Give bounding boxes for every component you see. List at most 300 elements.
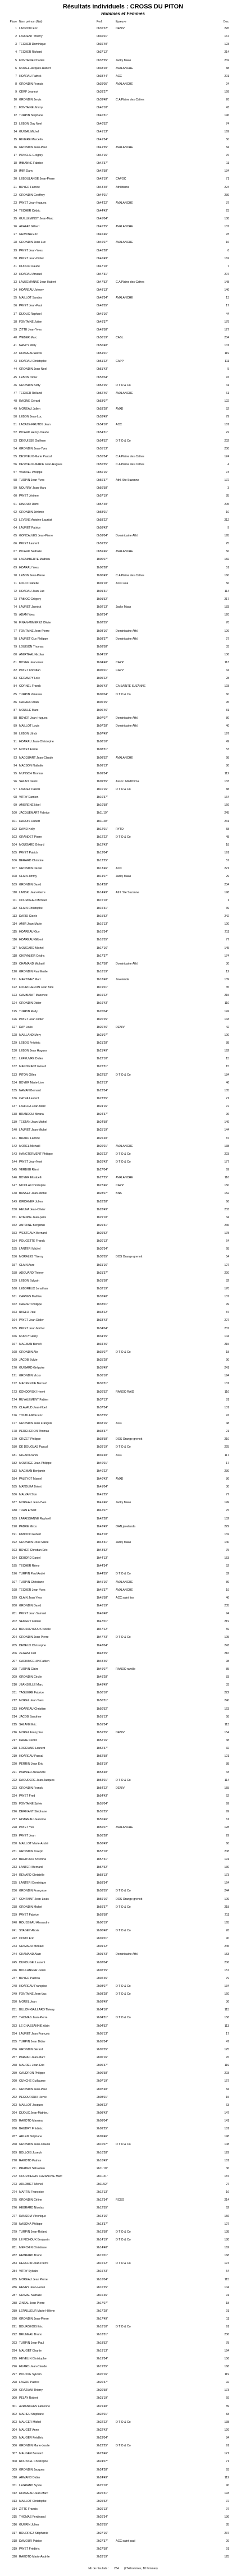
row-place: 287 — [12, 2293, 17, 2297]
row-epreuve: D T O & Co — [116, 1889, 131, 1893]
row-name: HEBRARD Nicolas — [19, 2206, 44, 2210]
table-row — [0, 445, 246, 453]
row-dossard: 79 — [226, 415, 229, 419]
table-row — [0, 1435, 246, 1443]
row-place: 86 — [13, 700, 17, 704]
row-name: HOARAU Christophe — [19, 360, 47, 364]
row-name: GRONDIN Michel — [19, 1905, 42, 1909]
row-perf: 2h03'07" — [97, 1984, 108, 1988]
row-perf: 1h34'46" — [97, 1342, 108, 1346]
table-row — [0, 310, 246, 318]
row-name: CRIZET Philippe — [19, 1438, 41, 1441]
row-place: 105 — [12, 851, 17, 855]
row-place: 73 — [13, 598, 17, 601]
row-name: NICOLAI Christophe — [19, 1184, 46, 1188]
row-epreuve: D T O & Co — [116, 692, 131, 696]
table-row — [0, 1697, 246, 1705]
table-row — [0, 476, 246, 484]
row-place: 211 — [12, 1691, 17, 1695]
row-place: 209 — [12, 1675, 17, 1679]
row-dossard: 47 — [226, 375, 229, 379]
row-name: ARLOBIET Michel — [19, 2183, 43, 2186]
row-perf: 2h13'16" — [97, 2214, 108, 2218]
row-perf: 1h37'13" — [97, 1398, 108, 1402]
row-place: 1 — [15, 27, 17, 30]
row-perf: 1h41'04" — [97, 1485, 108, 1489]
table-row — [0, 357, 246, 365]
row-place: 62 — [13, 510, 17, 514]
table-row — [0, 2212, 246, 2220]
row-name: STAGEY Alexis — [19, 1929, 39, 1932]
table-row — [0, 342, 246, 350]
row-perf: 1h07'49" — [97, 732, 108, 736]
row-epreuve: D T O & Co — [116, 788, 131, 791]
row-name: THOMAS Jean-Pierre — [19, 2016, 48, 2020]
row-place: 127 — [12, 1025, 17, 1029]
row-place: 297 — [12, 2373, 17, 2376]
row-dossard: 21 — [226, 1430, 229, 1434]
row-dossard: 9 — [227, 526, 229, 530]
row-perf: 1h51'34" — [97, 1723, 108, 1726]
row-name: RAKOTO Marie-Andrée — [19, 2555, 50, 2559]
row-place: 56 — [13, 462, 17, 466]
row-name: GRAVINA Eric — [19, 233, 38, 237]
row-dossard: 79 — [226, 1976, 229, 1980]
row-perf: 1h09'13" — [97, 764, 108, 768]
table-row — [0, 1452, 246, 1459]
row-name: AVRANCHES Fabienne — [19, 2404, 50, 2408]
row-dossard: 12 — [226, 970, 229, 974]
table-row — [0, 1277, 246, 1285]
row-place: 186 — [12, 1493, 17, 1497]
table-row — [0, 2466, 246, 2474]
row-perf: 2h09'46" — [97, 2135, 108, 2139]
row-dossard: 157 — [224, 1968, 229, 1972]
row-dossard: 58 — [226, 827, 229, 831]
row-dossard: 149 — [224, 1121, 229, 1124]
table-row — [0, 1769, 246, 1776]
row-name: DAOUDERE Jean Jacques — [19, 1778, 54, 1782]
row-dossard: 11 — [226, 2317, 229, 2321]
row-perf: 1h36'10" — [97, 1374, 108, 1378]
row-place: 104 — [12, 843, 17, 847]
row-dossard: 144 — [224, 1128, 229, 1132]
row-dossard: 191 — [224, 851, 229, 855]
row-perf: 1h10'16" — [97, 788, 108, 791]
row-dossard: 123 — [224, 43, 229, 47]
row-place: 39 — [13, 328, 17, 332]
row-epreuve: C.A Plaine des Cafres — [116, 573, 144, 577]
row-name: GRONDIN Jean-Luc — [19, 241, 46, 245]
row-perf: 2h09'04" — [97, 2119, 108, 2123]
table-row — [0, 151, 246, 159]
table-row — [0, 1959, 246, 1967]
row-place: 283 — [12, 2262, 17, 2266]
row-dossard: 74 — [226, 122, 229, 126]
table-row — [0, 128, 246, 136]
row-perf: 1h49'28" — [97, 1675, 108, 1679]
row-perf: 2h16'25" — [97, 2285, 108, 2289]
row-place: 280 — [12, 2238, 17, 2242]
row-place: 255 — [12, 2040, 17, 2044]
row-dossard: 170 — [224, 1287, 229, 1291]
table-row — [0, 667, 246, 674]
row-place: 195 — [12, 1564, 17, 1568]
table-row — [0, 350, 246, 357]
table-row — [0, 2157, 246, 2165]
table-row — [0, 2505, 246, 2513]
row-place: 198 — [12, 1588, 17, 1592]
row-place: 222 — [12, 1778, 17, 1782]
row-name: GRONDIN Ketty — [19, 383, 40, 387]
table-row — [0, 294, 246, 302]
row-place: 306 — [12, 2444, 17, 2448]
row-name: MAUGER Michel — [19, 2420, 42, 2424]
row-perf: 2h07'19" — [97, 2079, 108, 2083]
row-epreuve: CAPP — [116, 1184, 124, 1188]
row-name: BRUNEAU Bruno — [19, 2333, 42, 2337]
row-dossard: 25 — [226, 542, 229, 546]
table-row — [0, 1103, 246, 1110]
row-name: LAURET Jean-Michel — [19, 1128, 47, 1132]
row-perf: 1h06'25" — [97, 700, 108, 704]
row-place: 123 — [12, 994, 17, 998]
row-name: TURPIN Jean Didier — [19, 2040, 45, 2044]
table-row — [0, 635, 246, 643]
row-dossard: 15 — [226, 1057, 229, 1061]
row-perf: 0h54'52" — [97, 439, 108, 443]
row-perf: 1h54'43" — [97, 1794, 108, 1798]
table-row — [0, 1293, 246, 1301]
row-dossard: 96 — [226, 1113, 229, 1117]
table-row — [0, 1008, 246, 1016]
table-row — [0, 1570, 246, 1578]
row-place: 67 — [13, 550, 17, 554]
row-dossard: 75 — [226, 1549, 229, 1552]
row-place: 174 — [12, 1398, 17, 1402]
row-place: 138 — [12, 1113, 17, 1117]
row-perf: 1h35'28" — [97, 1358, 108, 1362]
table-row — [0, 2497, 246, 2505]
table-row — [0, 1681, 246, 1689]
row-dossard: 205 — [224, 502, 229, 506]
row-perf: 1h53'19" — [97, 1762, 108, 1766]
row-dossard: 54 — [226, 2270, 229, 2274]
row-perf: 0h42'58" — [97, 169, 108, 173]
row-name: PAYET Jean-Didier — [19, 256, 44, 260]
row-epreuve: RANDO RAID — [116, 1390, 134, 1394]
row-dossard: 115 — [224, 2008, 229, 2012]
row-dossard: 59 — [226, 1628, 229, 1632]
row-dossard: 153 — [224, 1556, 229, 1560]
row-name: MAILLOT Jacques — [19, 2103, 43, 2107]
table-row — [0, 730, 246, 738]
row-name: PAYET Frédéric — [19, 2547, 40, 2551]
table-row — [0, 2307, 246, 2315]
row-perf: 1h03'58" — [97, 645, 108, 649]
table-row — [0, 1443, 246, 1451]
table-row — [0, 746, 246, 754]
table-row — [0, 1911, 246, 1919]
row-name: CAUDRON Philippe — [19, 2072, 45, 2076]
row-place: 173 — [12, 1390, 17, 1394]
row-place: 187 — [12, 1501, 17, 1505]
row-perf: 1h32'40" — [97, 1295, 108, 1298]
row-perf: 1h21'49" — [97, 1049, 108, 1053]
row-epreuve: D T O & Co — [116, 2325, 131, 2329]
row-place: 301 — [12, 2404, 17, 2408]
row-dossard: 17 — [226, 1461, 229, 1465]
table-row — [0, 183, 246, 191]
table-row — [0, 1990, 246, 1998]
row-place: 252 — [12, 2016, 17, 2020]
row-perf: 1h49'07" — [97, 1667, 108, 1671]
row-perf: 1h19'01" — [97, 986, 108, 990]
row-perf: 2h11'31" — [97, 2174, 108, 2178]
row-perf: 1h12'01" — [97, 827, 108, 831]
row-dossard: 61 — [226, 1818, 229, 1822]
row-perf: 0h44'01" — [97, 193, 108, 197]
row-name: LEBON Jean-Pierre — [19, 573, 45, 577]
row-perf: 1h21'28" — [97, 1041, 108, 1045]
row-place: 202 — [12, 1620, 17, 1624]
row-perf: 2h14'19" — [97, 2238, 108, 2242]
row-dossard: 91 — [226, 2444, 229, 2448]
row-name: JACOB Sandrine — [19, 1715, 42, 1719]
row-dossard: 60 — [226, 692, 229, 696]
row-epreuve: DENIV — [116, 1786, 125, 1790]
row-epreuve: D T O & Co — [116, 1073, 131, 1077]
row-perf: 0h55'55" — [97, 462, 108, 466]
row-place: 65 — [13, 534, 17, 538]
table-row — [0, 1253, 246, 1261]
row-name: CATPA Laurent — [19, 1096, 39, 1100]
row-dossard: 66 — [226, 1200, 229, 1204]
row-dossard: 33 — [226, 1770, 229, 1774]
row-place: 217 — [12, 1739, 17, 1742]
table-row — [0, 540, 246, 548]
row-dossard: 131 — [224, 1382, 229, 1386]
row-perf: 0h43'40" — [97, 185, 108, 189]
table-row — [0, 1364, 246, 1372]
row-dossard: 60 — [226, 1842, 229, 1845]
row-place: 126 — [12, 1017, 17, 1021]
row-epreuve: Jacky Maas — [116, 1540, 131, 1544]
table-row — [0, 991, 246, 999]
table-row — [0, 1705, 246, 1713]
row-epreuve: Dominicaine Athl. — [116, 637, 139, 641]
table-row — [0, 1665, 246, 1673]
row-place: 224 — [12, 1794, 17, 1798]
table-row — [0, 1602, 246, 1610]
row-perf: 0h39'05" — [97, 82, 108, 86]
row-name: DEGUISSE Guilhem — [19, 439, 46, 443]
row-dossard: 126 — [224, 629, 229, 633]
table-row — [0, 2323, 246, 2331]
row-name: AMSRENE Noel — [19, 803, 40, 807]
row-dossard: 217 — [224, 598, 229, 601]
row-name: LAUZEMANNE Jean-Hubert — [19, 281, 56, 284]
row-place: 59 — [13, 486, 17, 490]
row-dossard: 181 — [224, 423, 229, 427]
row-dossard: 87 — [226, 1136, 229, 1140]
row-place: 236 — [12, 1889, 17, 1893]
row-place: 66 — [13, 542, 17, 546]
row-perf: 1h26'43" — [97, 1160, 108, 1164]
row-name: CHEVALIER Cédric — [19, 954, 45, 958]
table-row — [0, 421, 246, 429]
table-row — [0, 1792, 246, 1800]
table-row — [0, 1586, 246, 1594]
row-place: 170 — [12, 1366, 17, 1370]
row-perf: 2h22'43" — [97, 2428, 108, 2432]
table-row — [0, 984, 246, 991]
table-row — [0, 1531, 246, 1539]
table-row — [0, 2109, 246, 2117]
table-row — [0, 120, 246, 128]
row-place: 189 — [12, 1517, 17, 1521]
row-perf: 2h06'58" — [97, 2072, 108, 2076]
row-perf: 1h25'19" — [97, 1128, 108, 1132]
row-name: GRONDIN Daniel — [19, 867, 42, 871]
row-dossard: 187 — [224, 2174, 229, 2178]
row-dossard: 180 — [224, 2238, 229, 2242]
row-name: SEMERY Fabien — [19, 1620, 42, 1624]
row-perf: 2h08'43" — [97, 2111, 108, 2115]
row-name: ETIENNE Jean-paris — [19, 1215, 47, 1219]
row-dossard: 146 — [224, 288, 229, 292]
row-dossard: 88 — [226, 788, 229, 791]
row-perf: 0h52'04" — [97, 375, 108, 379]
row-epreuve: Jacky Maas — [116, 875, 131, 879]
table-row — [0, 1190, 246, 1197]
row-dossard: 179 — [224, 320, 229, 324]
row-perf: 1h18'40" — [97, 978, 108, 981]
row-place: 137 — [12, 1105, 17, 1108]
row-place: 272 — [12, 2174, 17, 2178]
row-place: 68 — [13, 558, 17, 562]
row-perf: 1h00'28" — [97, 566, 108, 570]
row-dossard: 18 — [226, 843, 229, 847]
row-place: 114 — [12, 922, 17, 926]
row-place: 93 — [13, 756, 17, 760]
row-place: 18 — [13, 162, 17, 166]
row-dossard: 245 — [224, 811, 229, 815]
row-name: DERIVANT Stéphane — [19, 1810, 47, 1814]
row-name: RAKOTO Patrice — [19, 2159, 42, 2162]
row-name: TAGLIERE Fabrice — [19, 1691, 44, 1695]
row-dossard: 86 — [226, 1477, 229, 1481]
table-row — [0, 1301, 246, 1308]
row-perf: 0h47'52" — [97, 281, 108, 284]
row-place: 269 — [12, 2151, 17, 2155]
row-perf: 1h53'40" — [97, 1770, 108, 1774]
table-row — [0, 1650, 246, 1657]
row-name: GRAZIANI Thierry — [19, 2389, 43, 2393]
row-name: FABIOC Grégory — [19, 598, 42, 601]
row-place: 91 — [13, 740, 17, 744]
row-place: 141 — [12, 1136, 17, 1140]
row-place: 276 — [12, 2206, 17, 2210]
table-row — [0, 1095, 246, 1103]
row-name: MARTINEZ Marc — [19, 978, 42, 981]
row-dossard: 160 — [224, 573, 229, 577]
row-epreuve: AVALANCHE — [116, 1580, 133, 1584]
row-name: LAURET Jannick — [19, 605, 42, 609]
row-dossard: 111 — [225, 360, 229, 364]
table-row — [0, 2458, 246, 2465]
row-name: MOULLE Marc — [19, 708, 39, 712]
row-place: 119 — [12, 962, 17, 966]
table-row — [0, 889, 246, 897]
row-dossard: 7 — [227, 264, 229, 268]
row-dossard: 90 — [226, 1937, 229, 1941]
row-perf: 1h29'10" — [97, 1215, 108, 1219]
row-dossard: 23 — [226, 209, 229, 213]
row-name: LANTERI Dominique — [19, 1881, 47, 1885]
row-dossard: 114 — [224, 589, 229, 593]
row-place: 129 — [12, 1041, 17, 1045]
row-name: GRONDIN Paul Emile — [19, 970, 48, 974]
row-perf: 2h15'01" — [97, 2254, 108, 2258]
table-row — [0, 1832, 246, 1840]
row-place: 268 — [12, 2143, 17, 2147]
row-perf: 1h15'31" — [97, 906, 108, 910]
row-name: IMIR Dany — [19, 169, 33, 173]
row-place: 215 — [12, 1723, 17, 1726]
row-name: BOYER Christian Eric — [19, 1549, 48, 1552]
row-dossard: 173 — [224, 1874, 229, 1877]
row-dossard: 48 — [226, 835, 229, 839]
row-place: 150 — [12, 1207, 17, 1211]
row-name: MALVAN Skin — [19, 1493, 38, 1497]
row-epreuve: D T O & Co — [116, 1929, 131, 1932]
row-dossard: 101 — [224, 344, 229, 347]
table-row — [0, 33, 246, 40]
row-place: 286 — [12, 2285, 17, 2289]
row-dossard: 138 — [224, 2420, 229, 2424]
row-dossard: 174 — [224, 954, 229, 958]
row-place: 290 — [12, 2317, 17, 2321]
row-dossard: 91 — [226, 2309, 229, 2313]
row-perf: 1h36'52" — [97, 1390, 108, 1394]
row-perf: 1h52'37" — [97, 1747, 108, 1751]
row-place: 29 — [13, 249, 17, 252]
row-epreuve: Jacky Maas — [116, 605, 131, 609]
table-row — [0, 1927, 246, 1935]
row-place: 34 — [13, 288, 17, 292]
table-row — [0, 500, 246, 508]
row-perf: 0h54'31" — [97, 431, 108, 435]
row-perf: 2h17'49" — [97, 2317, 108, 2321]
row-name: GRONDIN Jean Pierre — [19, 1636, 49, 1640]
table-row — [0, 738, 246, 746]
row-dossard: 15 — [226, 2095, 229, 2099]
row-perf: 1h09'34" — [97, 772, 108, 775]
row-place: 74 — [13, 605, 17, 609]
row-dossard: 26 — [226, 98, 229, 102]
table-row — [0, 1325, 246, 1333]
table-row — [0, 682, 246, 690]
row-dossard: 72 — [226, 1105, 229, 1108]
table-row — [0, 1237, 246, 1245]
row-epreuve: Jacky Maas — [116, 58, 131, 62]
row-place: 11 — [13, 106, 17, 110]
table-row — [0, 1372, 246, 1380]
row-name: COURDEAU Michaël — [19, 898, 47, 902]
row-dossard: 193 — [224, 2491, 229, 2495]
row-place: 100 — [12, 811, 17, 815]
